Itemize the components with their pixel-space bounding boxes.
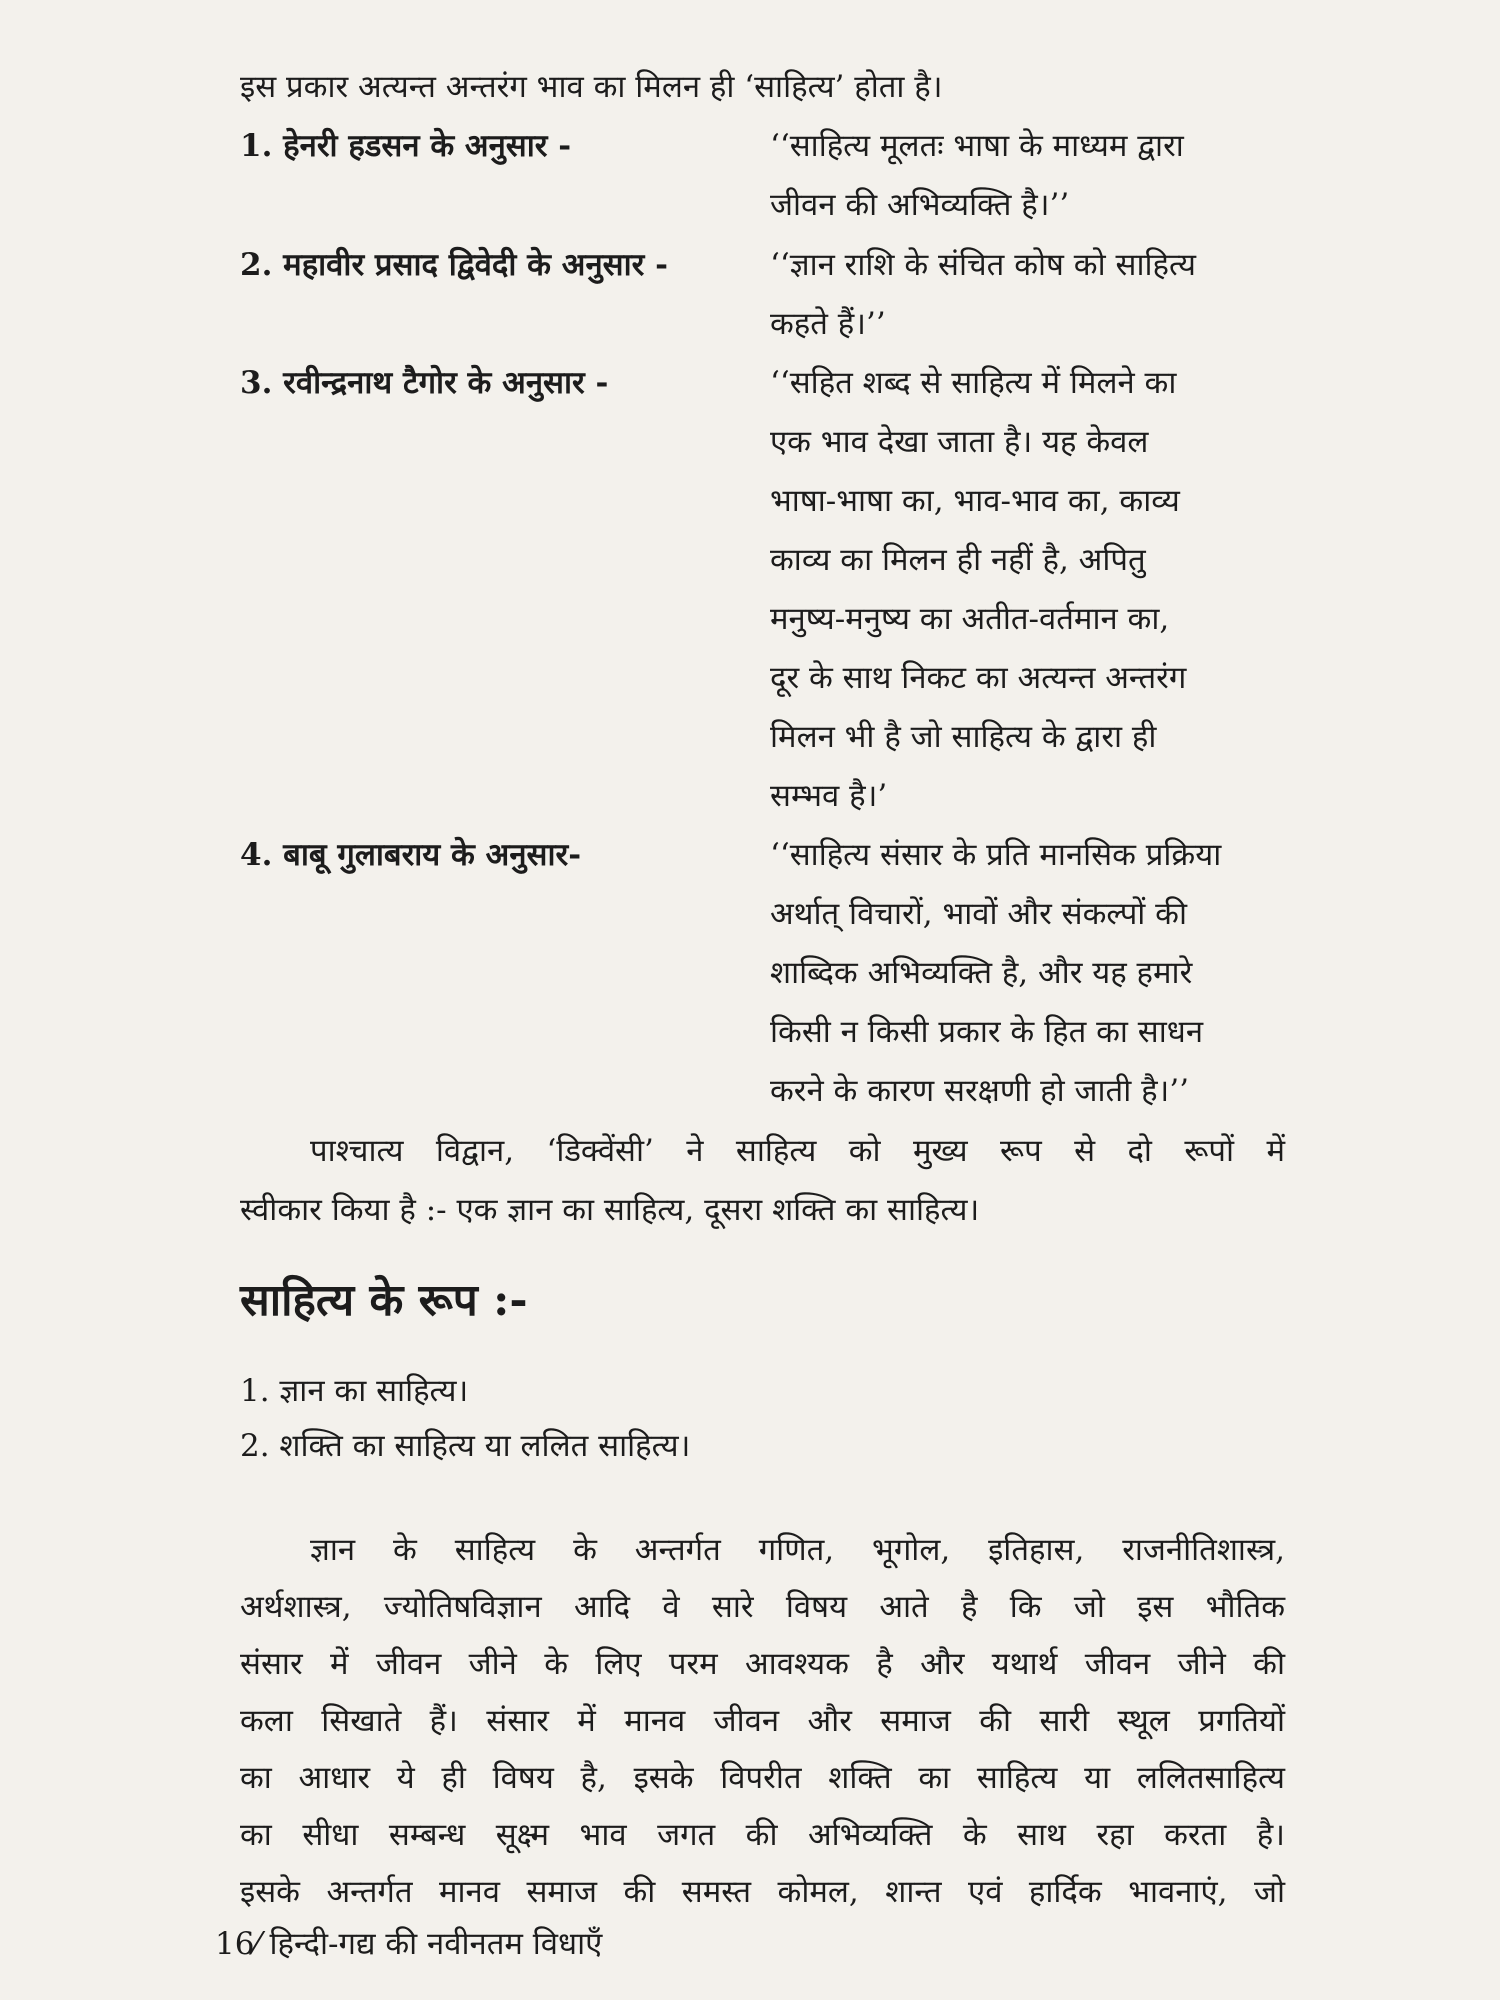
definition-quote bbox=[770, 826, 1285, 1121]
quote-line: ‘‘सहित शब्द से साहित्य में मिलने का bbox=[770, 365, 1177, 401]
definition-label: 3. रवीन्द्रनाथ टैगोर के अनुसार - bbox=[240, 365, 609, 401]
paragraph-line: संसार में जीवन जीने के लिए परम आवश्यक है और यथार्थ जीवन जीने की bbox=[240, 1646, 1285, 1682]
definition-quote bbox=[770, 236, 1285, 354]
quote-line: मनुष्य-मनुष्य का अतीत-वर्तमान का, bbox=[770, 601, 1170, 637]
paragraph-line: स्वीकार किया है :- एक ज्ञान का साहित्य, दूसरा शक्ति का साहित्य। bbox=[240, 1192, 980, 1228]
paragraph-line: अर्थशास्त्र, ज्योतिषविज्ञान आदि वे सारे विषय आते है कि जो इस भौतिक bbox=[240, 1589, 1285, 1625]
definition-quote bbox=[770, 354, 1285, 826]
quote-line: एक भाव देखा जाता है। यह केवल bbox=[770, 424, 1149, 460]
quote-line: दूर के साथ निकट का अत्यन्त अन्तरंग bbox=[770, 660, 1187, 696]
list-item: 2. शक्ति का साहित्य या ललित साहित्य। bbox=[240, 1428, 691, 1464]
paragraph-line: ज्ञान के साहित्य के अन्तर्गत गणित, भूगोल, इतिहास, राजनीतिशास्त्र, bbox=[310, 1532, 1285, 1568]
quote-line: भाषा-भाषा का, भाव-भाव का, काव्य bbox=[770, 483, 1180, 519]
forms-list bbox=[240, 1364, 690, 1474]
quote-line: सम्भव है।’ bbox=[770, 778, 888, 814]
quote-line: किसी न किसी प्रकार के हित का साधन bbox=[770, 1014, 1204, 1050]
paragraph-line: कला सिखाते हैं। संसार में मानव जीवन और समाज की सारी स्थूल प्रगतियों bbox=[240, 1703, 1285, 1739]
intro-line: इस प्रकार अत्यन्त अन्तरंग भाव का मिलन ही ‘साहित्य’ होता है। bbox=[240, 69, 943, 105]
quote-line: ‘‘साहित्य मूलतः भाषा के माध्यम द्वारा bbox=[770, 128, 1184, 164]
definition-quote bbox=[770, 117, 1285, 235]
quote-line: शाब्दिक अभिव्यक्ति है, और यह हमारे bbox=[770, 955, 1193, 991]
page-footer: 16⁄ हिन्दी-गद्य की नवीनतम विधाएँ bbox=[215, 1926, 603, 1962]
knowledge-paragraph bbox=[240, 1522, 1285, 1921]
quote-line: ‘‘साहित्य संसार के प्रति मानसिक प्रक्रिया bbox=[770, 837, 1222, 873]
list-item: 1. ज्ञान का साहित्य। bbox=[240, 1373, 469, 1409]
quote-line: कहते हैं।’’ bbox=[770, 306, 886, 342]
quote-line: काव्य का मिलन ही नहीं है, अपितु bbox=[770, 542, 1146, 578]
section-title: साहित्य के रूप :- bbox=[240, 1275, 528, 1326]
definition-label: 1. हेनरी हडसन के अनुसार - bbox=[240, 128, 572, 164]
quote-line: अर्थात् विचारों, भावों और संकल्पों की bbox=[770, 896, 1188, 932]
paragraph-line: का सीधा सम्बन्ध सूक्ष्म भाव जगत की अभिव्यक्ति के साथ रहा करता है। bbox=[240, 1817, 1285, 1853]
quote-line: ‘‘ज्ञान राशि के संचित कोष को साहित्य bbox=[770, 247, 1196, 283]
paragraph-line: इसके अन्तर्गत मानव समाज की समस्त कोमल, शान्त एवं हार्दिक भावनाएं, जो bbox=[240, 1874, 1285, 1910]
paragraph-line: पाश्चात्य विद्वान, ‘डिक्वेंसी’ ने साहित्य को मुख्य रूप से दो रूपों में bbox=[310, 1133, 1285, 1169]
definition-label: 2. महावीर प्रसाद द्विवेदी के अनुसार - bbox=[240, 247, 668, 283]
paragraph-line: का आधार ये ही विषय है, इसके विपरीत शक्ति का साहित्य या ललितसाहित्य bbox=[240, 1760, 1285, 1796]
quote-line: जीवन की अभिव्यक्ति है।’’ bbox=[770, 187, 1070, 223]
definition-label: 4. बाबू गुलाबराय के अनुसार- bbox=[240, 837, 582, 873]
quote-line: मिलन भी है जो साहित्य के द्वारा ही bbox=[770, 719, 1157, 755]
de-quincey-paragraph bbox=[240, 1122, 1285, 1240]
quote-line: करने के कारण सरक्षणी हो जाती है।’’ bbox=[770, 1073, 1189, 1109]
